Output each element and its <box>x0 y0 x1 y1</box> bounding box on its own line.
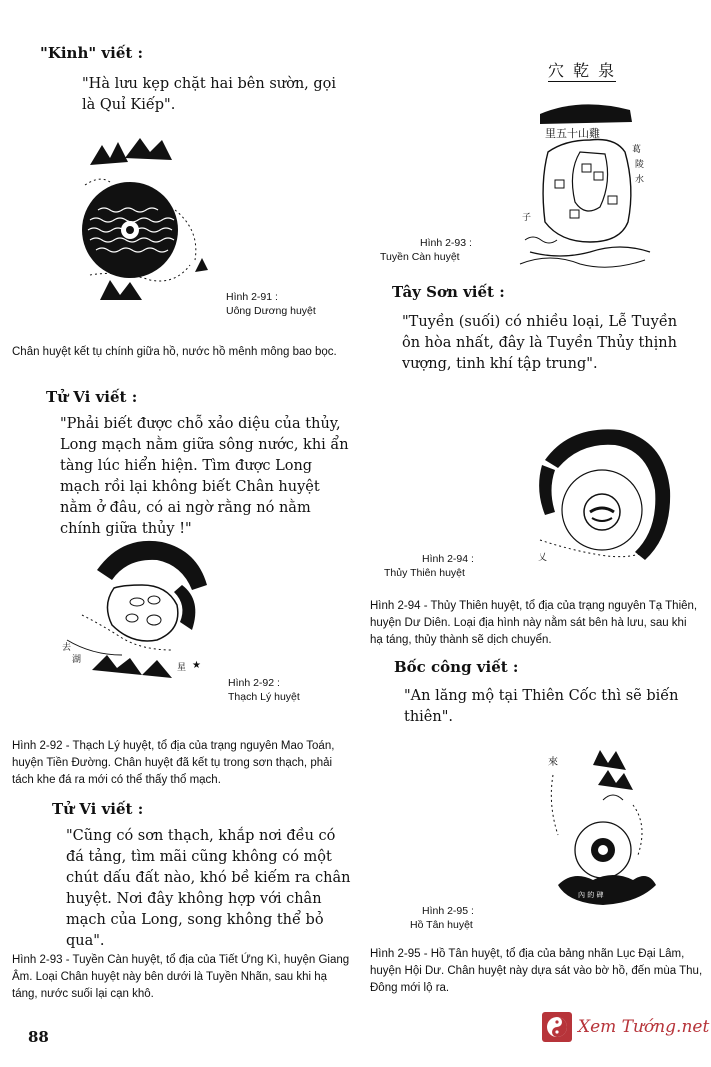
svg-text:葛: 葛 <box>632 145 642 155</box>
quote-tu-vi-2: "Cũng có sơn thạch, khắp nơi đều có đá tảng, tìm mãi cũng không có một chút dấu đất nào, khó bề kiếm ra chân huyệt. Nơi đây không hợp với chân mạch của Long, song không thể bỏ qua". <box>66 828 351 949</box>
svg-text:子: 子 <box>522 213 532 223</box>
figure-number: Hình 2-95 : <box>422 905 474 917</box>
figure-number: Hình 2-93 : <box>420 237 472 249</box>
figure-2-93-label <box>380 236 472 264</box>
svg-text:乂: 乂 <box>538 553 548 563</box>
quote-boc-cong: "An lăng mộ tại Thiên Cốc thì sẽ biến thiên". <box>404 688 679 725</box>
figure-name: Thủy Thiên huyệt <box>384 567 465 579</box>
figure-2-92-illustration <box>62 530 222 700</box>
figure-2-94-illustration <box>530 420 680 580</box>
svg-text:星: 星 <box>177 663 187 673</box>
yin-yang-icon <box>542 1012 572 1042</box>
quote-tay-son: "Tuyền (suối) có nhiều loại, Lễ Tuyền ôn hòa nhất, đây là Tuyền Thủy thịnh vượng, tinh khí tập trung". <box>402 314 678 372</box>
figure-name: Uông Dương huyệt <box>226 305 316 317</box>
svg-text:去: 去 <box>62 643 72 653</box>
svg-text:水: 水 <box>635 175 645 185</box>
figure-2-93-top-chars: 里五十山雞 <box>545 127 600 140</box>
heading-boc-cong: Bốc công viết : <box>394 658 519 676</box>
heading-tu-vi-1: Tử Vi viết : <box>46 388 138 406</box>
figure-name: Tuyền Càn huyệt <box>380 251 460 263</box>
figure-2-95-illustration <box>538 745 688 920</box>
figure-2-92-label <box>228 676 300 704</box>
quote-kinh: "Hà lưu kẹp chặt hai bên sườn, gọi là Quỉ Kiếp". <box>82 76 337 113</box>
watermark-text: Xem Tướng.net <box>578 1017 710 1037</box>
watermark <box>542 1012 709 1042</box>
caption-2-93: Hình 2-93 - Tuyền Càn huyệt, tổ địa của Tiết Ứng Kì, huyện Giang Âm. Loại Chân huyệt này bên dưới là Tuyền Nhãn, sau khi hạ táng, nước suối lại cạn khô. <box>12 954 350 1000</box>
svg-text:湖: 湖 <box>72 655 82 665</box>
svg-text:內 的 碑: 內 的 碑 <box>578 891 604 899</box>
page-number: 88 <box>28 1028 49 1046</box>
figure-number: Hình 2-91 : <box>226 291 278 303</box>
figure-number: Hình 2-92 : <box>228 677 280 689</box>
caption-2-94: Hình 2-94 - Thủy Thiên huyệt, tổ địa của trạng nguyên Tạ Thiên, huyện Dư Diên. Loại địa hình này nằm sát bên hà lưu, sau khi hạ táng, thủy thành sẽ dịch chuyển. <box>370 600 698 646</box>
quote-tu-vi-1: "Phải biết được chỗ xảo diệu của thủy, Long mạch nằm giữa sông nước, khi ẩn tàng lúc hiển hiện. Tìm được Long mạch rồi lại không biết Chân huyệt nằm ở đâu, có ai ngờ rằng nó nằm chính giữa thủy !" <box>60 416 349 537</box>
heading-tay-son: Tây Sơn viết : <box>392 283 505 301</box>
figure-2-91-label <box>226 290 316 318</box>
svg-text:來: 來 <box>548 757 558 768</box>
heading-tu-vi-2: Tử Vi viết : <box>52 800 144 818</box>
figure-2-95-label <box>410 904 474 932</box>
figure-number: Hình 2-94 : <box>422 553 474 565</box>
caption-2-95: Hình 2-95 - Hồ Tân huyệt, tổ địa của bảng nhãn Lục Đại Lâm, huyện Hội Dư. Chân huyệt này dựa sát vào bờ hồ, đến mùa Thu, Đông mới lộ ra. <box>370 948 703 994</box>
figure-name: Thạch Lý huyệt <box>228 691 300 703</box>
figure-2-93-illustration <box>520 92 660 272</box>
figure-2-94-label <box>384 552 474 580</box>
svg-text:陵: 陵 <box>635 160 645 170</box>
figure-2-91-illustration <box>80 130 220 305</box>
caption-2-92: Hình 2-92 - Thạch Lý huyệt, tổ địa của trạng nguyên Mao Toán, huyện Tiền Đường. Chân huyệt đã kết tụ trong sơn thạch, phải tách khe đá ra mới có thể thấy thổ mạch. <box>12 740 335 786</box>
heading-kinh: "Kinh" viết : <box>40 44 144 62</box>
figure-name: Hồ Tân huyệt <box>410 919 473 931</box>
svg-text:★: ★ <box>192 660 201 671</box>
figure-2-93-title-chars: 穴 乾 泉 <box>548 58 616 82</box>
caption-2-91: Chân huyệt kết tụ chính giữa hồ, nước hồ mênh mông bao bọc. <box>12 346 337 358</box>
